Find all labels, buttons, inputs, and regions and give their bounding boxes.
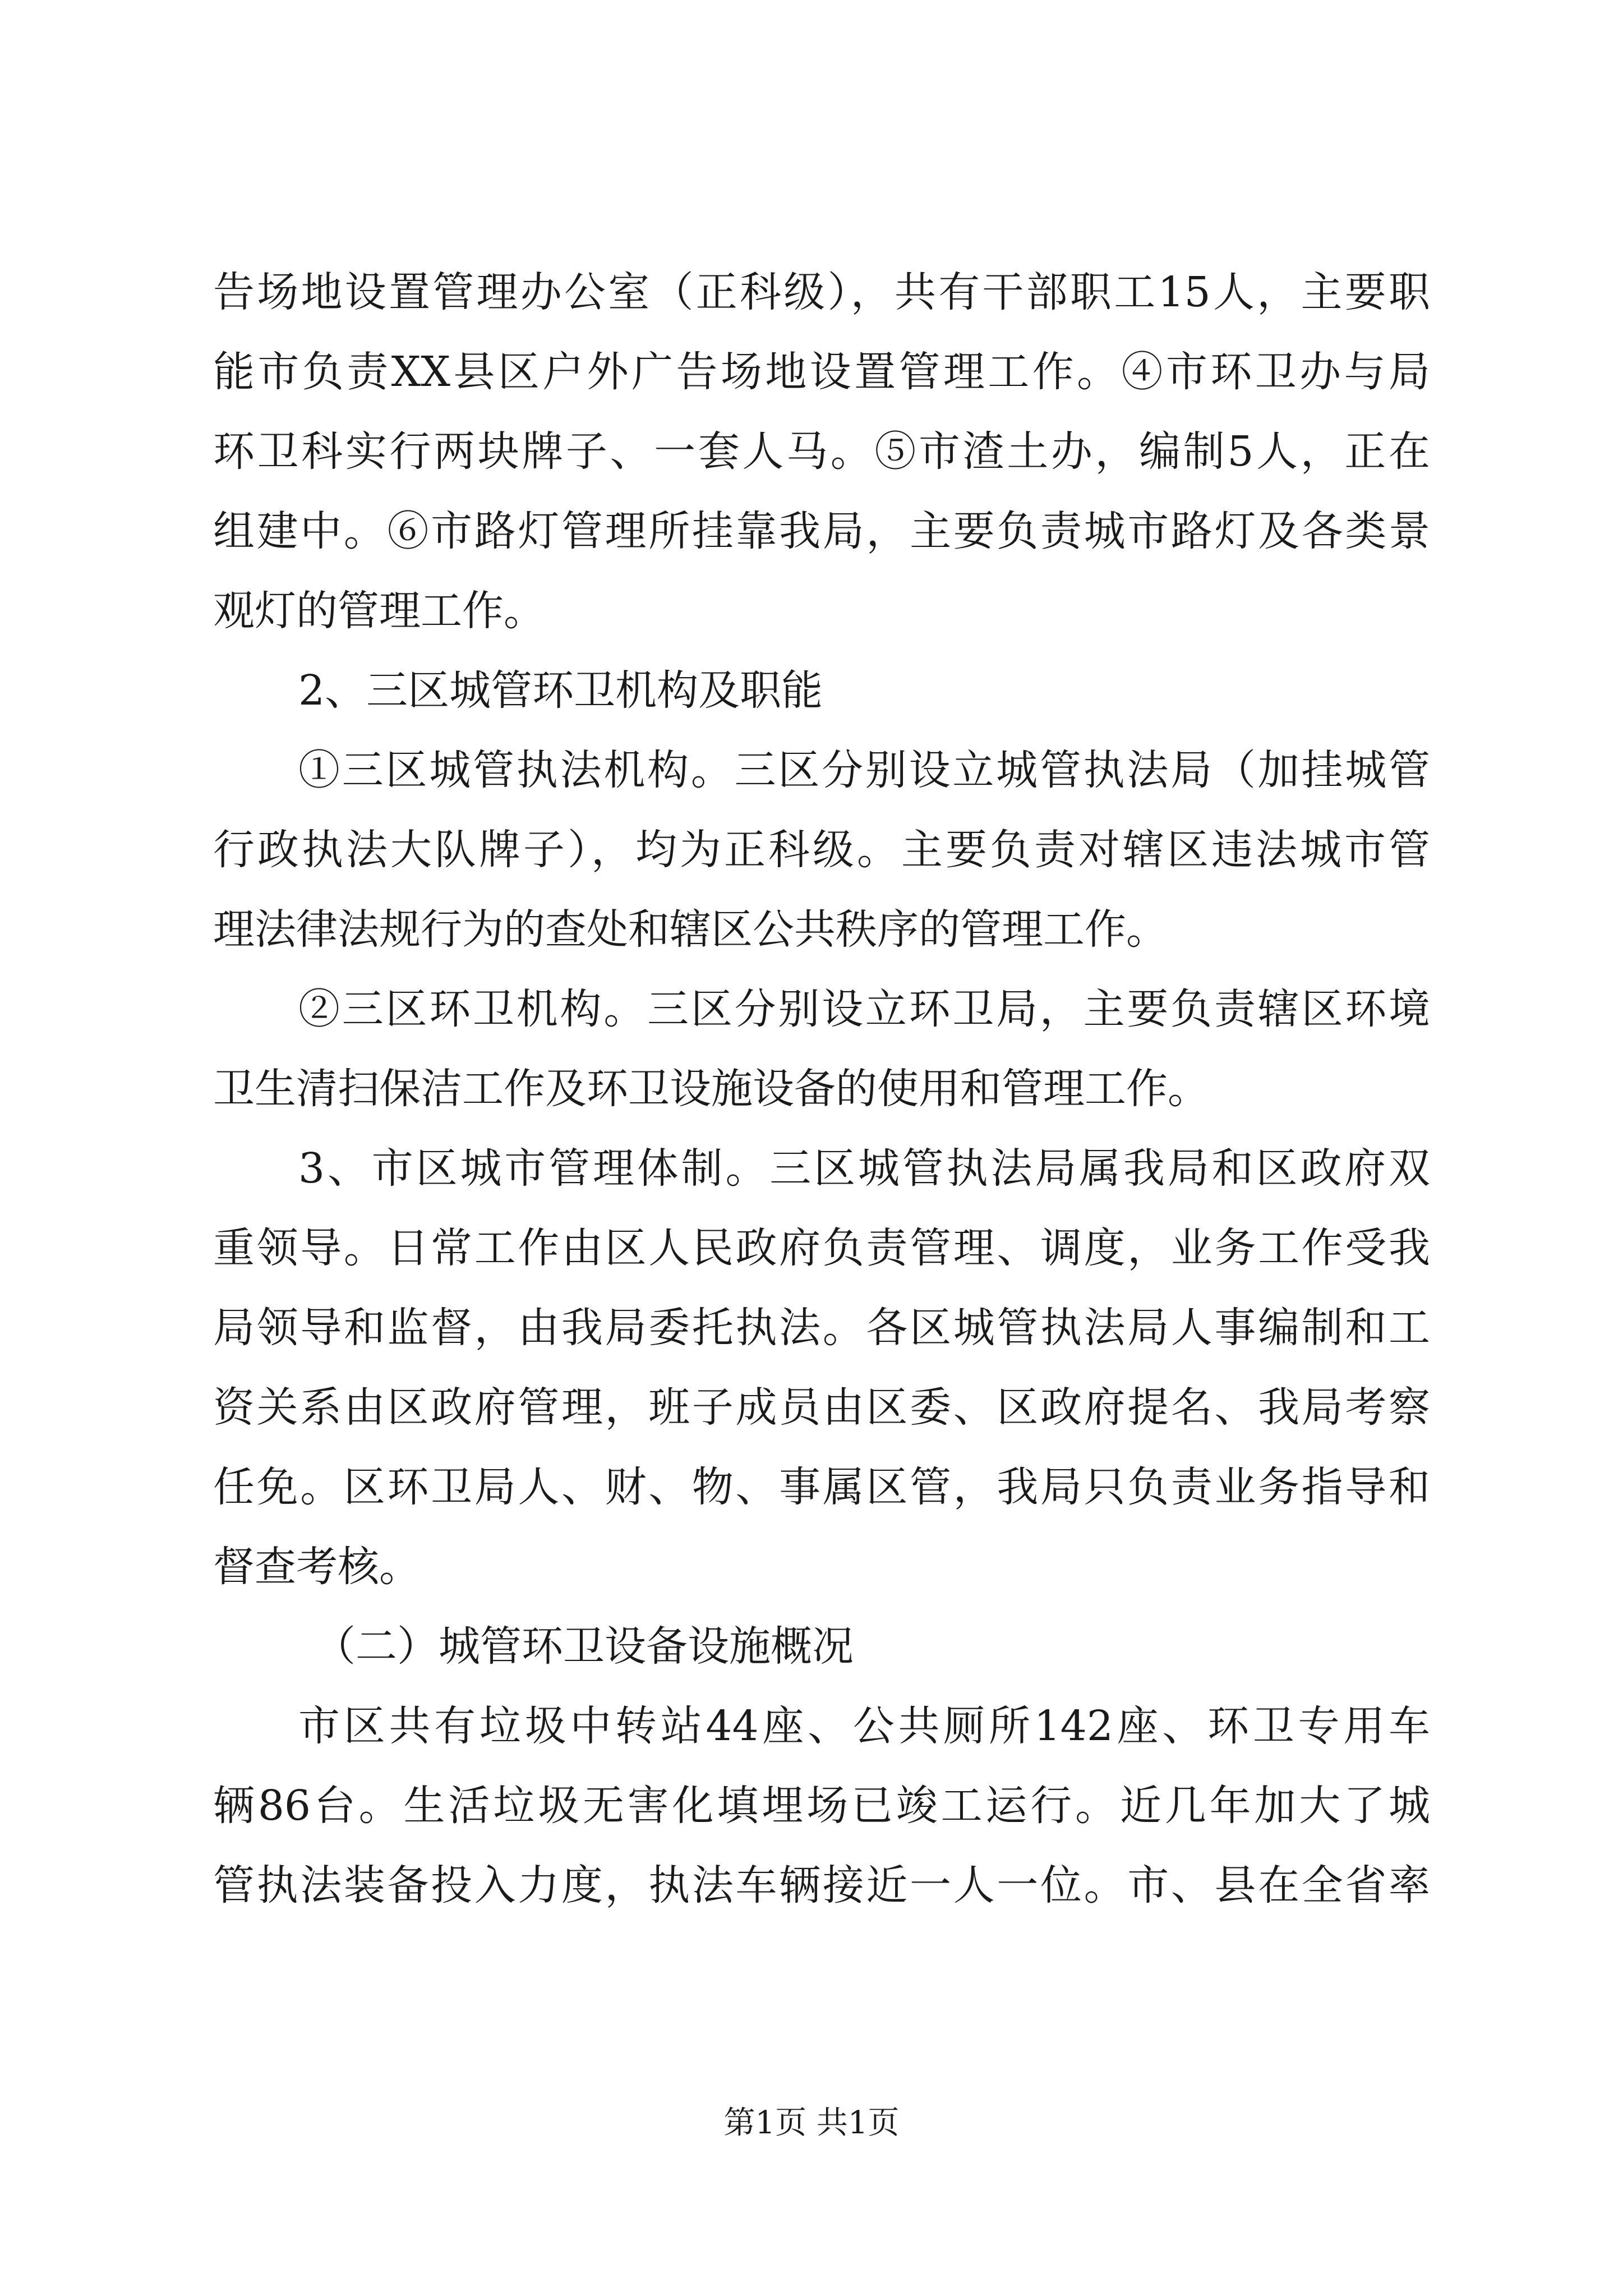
text-line: 理法律法规行为的查处和辖区公共秩序的管理工作。 bbox=[213, 905, 1168, 954]
text-line: 督查考核。 bbox=[213, 1543, 421, 1591]
text-line: 市区共有垃圾中转站44座、公共厕所142座、环卫专用车 bbox=[298, 1702, 1430, 1750]
text-line: 行政执法大队牌子），均为正科级。主要负责对辖区违法城市管 bbox=[213, 826, 1430, 874]
text-line: 3、市区城市管理体制。三区城管执法局属我局和区政府双 bbox=[298, 1144, 1430, 1193]
text-line: 任免。区环卫局人、财、物、事属区管，我局只负责业务指导和 bbox=[213, 1463, 1430, 1511]
text-line: 资关系由区政府管理，班子成员由区委、区政府提名、我局考察 bbox=[213, 1383, 1430, 1432]
text-line: 管执法装备投入力度，执法车辆接近一人一位。市、县在全省率 bbox=[213, 1861, 1430, 1910]
text-line: 组建中。⑥市路灯管理所挂靠我局，主要负责城市路灯及各类景 bbox=[213, 507, 1430, 555]
page-footer: 第1页 共1页 bbox=[723, 2105, 900, 2141]
text-line: 能市负责XX县区户外广告场地设置管理工作。④市环卫办与局 bbox=[213, 348, 1430, 396]
text-line: 局领导和监督，由我局委托执法。各区城管执法局人事编制和工 bbox=[213, 1304, 1430, 1352]
text-line: （二）城管环卫设备设施概况 bbox=[314, 1622, 854, 1671]
text-line: ①三区城管执法机构。三区分别设立城管执法局（加挂城管 bbox=[298, 746, 1430, 794]
text-line: 观灯的管理工作。 bbox=[213, 587, 545, 635]
text-line: 告场地设置管理办公室（正科级），共有干部职工15人，主要职 bbox=[213, 268, 1430, 316]
text-line: 重领导。日常工作由区人民政府负责管理、调度，业务工作受我 bbox=[213, 1224, 1430, 1272]
document-body bbox=[213, 252, 1430, 1925]
text-line: 环卫科实行两块牌子、一套人马。⑤市渣土办，编制5人，正在 bbox=[213, 427, 1430, 476]
text-line: 辆86台。生活垃圾无害化填埋场已竣工运行。近几年加大了城 bbox=[213, 1782, 1430, 1830]
text-line: 卫生清扫保洁工作及环卫设施设备的使用和管理工作。 bbox=[213, 1065, 1209, 1113]
text-line: ②三区环卫机构。三区分别设立环卫局，主要负责辖区环境 bbox=[298, 985, 1430, 1033]
text-line: 2、三区城管环卫机构及职能 bbox=[298, 666, 823, 715]
